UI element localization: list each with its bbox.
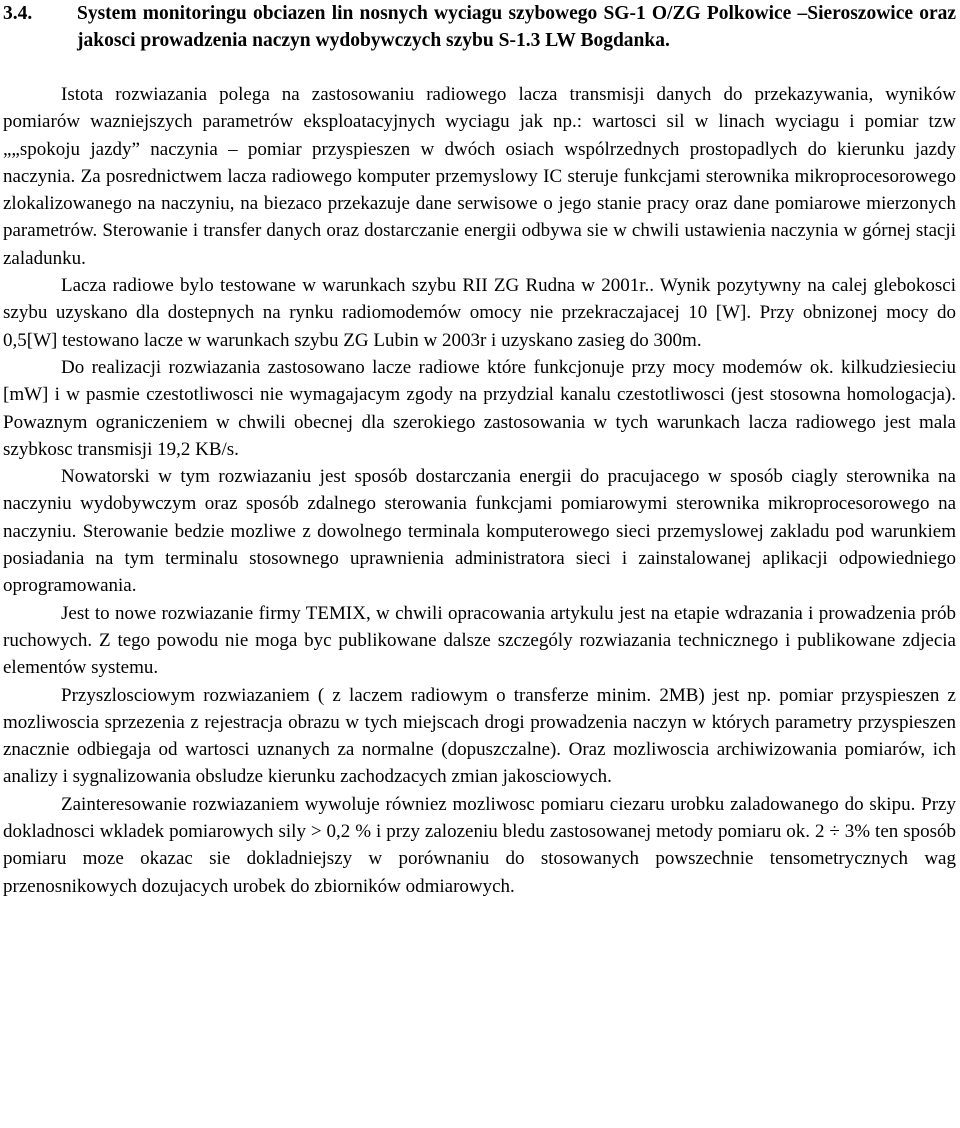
- paragraph-implementation: Do realizacji rozwiazania zastosowano lacze radiowe które funkcjonuje przy mocy modemów ok. kilkudziesieciu [mW] i w pasmie czestotliwosci nie wymagajacym zgody na przydzial kanalu czestotliwosci (jest stosowna homologacja). Powaznym ograniczeniem w chwili obecnej dla szerokiego zastosowania w tych warunkach lacza radiowego jest mala szybkosc transmisji 19,2 KB/s.: [3, 356, 956, 460]
- section-title: System monitoringu obciazen lin nosnych wyciagu szybowego SG-1 O/ZG Polkowice –Sieroszowice oraz jakosci prowadzenia naczyn wydobywczych szybu S-1.3 LW Bogdanka.: [77, 3, 956, 51]
- paragraph-future-solution: Przyszlosciowym rozwiazaniem ( z laczem radiowym o transferze minim. 2MB) jest np. pomiar przyspieszen z mozliwoscia sprzezenia z rejestracja obrazu w tych miejscach drogi prowadzenia naczyn w których parametry przyspieszen znacznie odbiegaja od wartosci uznanych za normalne (dopuszczalne). Oraz mozliwoscia archiwizowania pomiarów, ich analizy i sygnalizowania obsludze kierunku zachodzacych zmian jakosciowych.: [3, 684, 956, 788]
- paragraph-weight-measurement: Zainteresowanie rozwiazaniem wywoluje równiez mozliwosc pomiaru ciezaru urobku zaladowanego do skipu. Przy dokladnosci wkladek pomiarowych sily > 0,2 % i przy zalozeniu bledu zastosowanej metody pomiaru ok. 2 ÷ 3% ten sposób pomiaru moze okazac sie dokladniejszy w porównaniu do stosowanych powszechnie tensometrycznych wag przenosnikowych dozujacych urobek do zbiorników odmiarowych.: [3, 793, 956, 897]
- paragraph-novelty: Nowatorski w tym rozwiazaniu jest sposób dostarczania energii do pracujacego w sposób ciagly sterownika na naczyniu wydobywczym oraz sposób zdalnego sterowania funkcjami pomiarowymi sterownika mikroprocesorowego na naczyniu. Sterowanie bedzie mozliwe z dowolnego terminala komputerowego sieci przemyslowej zakladu pod warunkiem posiadania na tym terminalu stosownego uprawnienia administratora sieci i zainstalowanej aplikacji odpowiedniego oprogramowania.: [3, 466, 956, 597]
- paragraph-radio-link-essence: Istota rozwiazania polega na zastosowaniu radiowego lacza transmisji danych do przekazywania, wyników pomiarów wazniejszych parametrów eksploatacyjnych wyciagu jak np.: wartosci sil w linach wyciagu i pomiar tzw „„spokoju jazdy” naczynia – pomiar przyspieszen w dwóch osiach wspólrzednych prostopadlych do kierunku jazdy naczynia. Za posrednictwem lacza radiowego komputer przemyslowy IC steruje funkcjami sterownika mikroprocesorowego zlokalizowanego na naczyniu, na biezaco przekazuje dane serwisowe o jego stanie pracy oraz dane pomiarowe mierzonych parametrów. Sterowanie i transfer danych oraz dostarczanie energii odbywa sie w chwili ustawienia naczynia w górnej stacji zaladunku.: [3, 84, 956, 269]
- paragraph-radio-testing: Lacza radiowe bylo testowane w warunkach szybu RII ZG Rudna w 2001r.. Wynik pozytywny na calej glebokosci szybu uzyskano dla dostepnych na rynku radiomodemów omocy nie przekraczajacej 10 [W]. Przy obnizonej mocy do 0,5[W] testowano lacze w warunkach szybu ZG Lubin w 2003r i uzyskano zasieg do 300m.: [3, 275, 956, 351]
- paragraph-temix: Jest to nowe rozwiazanie firmy TEMIX, w chwili opracowania artykulu jest na etapie wdrazania i prowadzenia prób ruchowych. Z tego powodu nie moga byc publikowane dalsze szczególy rozwiazania technicznego i publikowane zdjecia elementów systemu.: [3, 602, 956, 679]
- section-number: 3.4.: [3, 3, 33, 24]
- document-page: [3, 0, 956, 900]
- section-heading: [3, 0, 956, 54]
